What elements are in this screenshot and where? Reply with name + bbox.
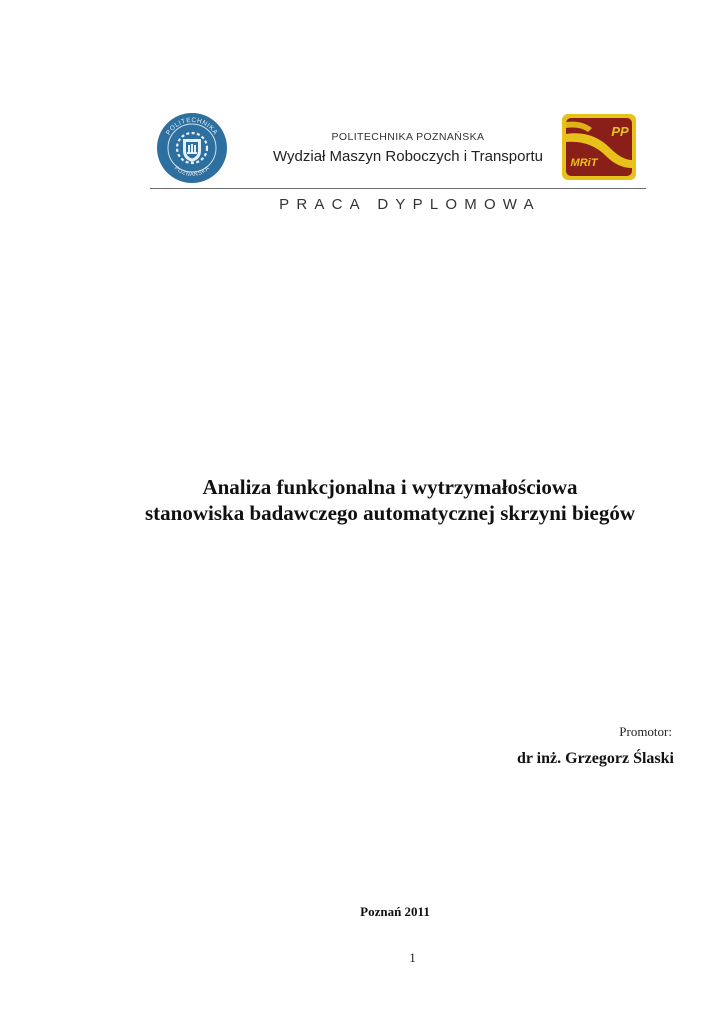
- header-text-block: [258, 130, 558, 166]
- document-header: [150, 108, 646, 218]
- header-divider: [150, 188, 646, 189]
- thesis-title-line-2: stanowiska badawczego automatycznej skrzyni biegów: [145, 501, 635, 525]
- faculty-name: Wydział Maszyn Roboczych i Transportu: [273, 148, 543, 165]
- seal-ring-text-top: POLITECHNIKA: [165, 116, 219, 137]
- page-number: 1: [409, 950, 416, 965]
- thesis-title-line-1: Analiza funkcjonalna i wytrzymałościowa: [202, 475, 578, 499]
- thesis-title: [60, 474, 720, 526]
- promotor-name: dr inż. Grzegorz Ślaski: [516, 750, 674, 767]
- faculty-logo-icon: [562, 114, 636, 180]
- university-name: POLITECHNIKA POZNAŃSKA: [331, 131, 485, 143]
- faculty-logo-text-bottom: MRiT: [570, 157, 598, 169]
- university-seal-icon: [156, 112, 228, 184]
- promotor-label: Promotor:: [619, 724, 672, 739]
- seal-ring-text-bottom: POZNAŃSKA: [172, 165, 212, 179]
- place-and-year: Poznań 2011: [360, 904, 430, 919]
- document-type-heading: PRACA DYPLOMOWA: [279, 196, 541, 213]
- faculty-logo-text-top: PP: [611, 124, 629, 139]
